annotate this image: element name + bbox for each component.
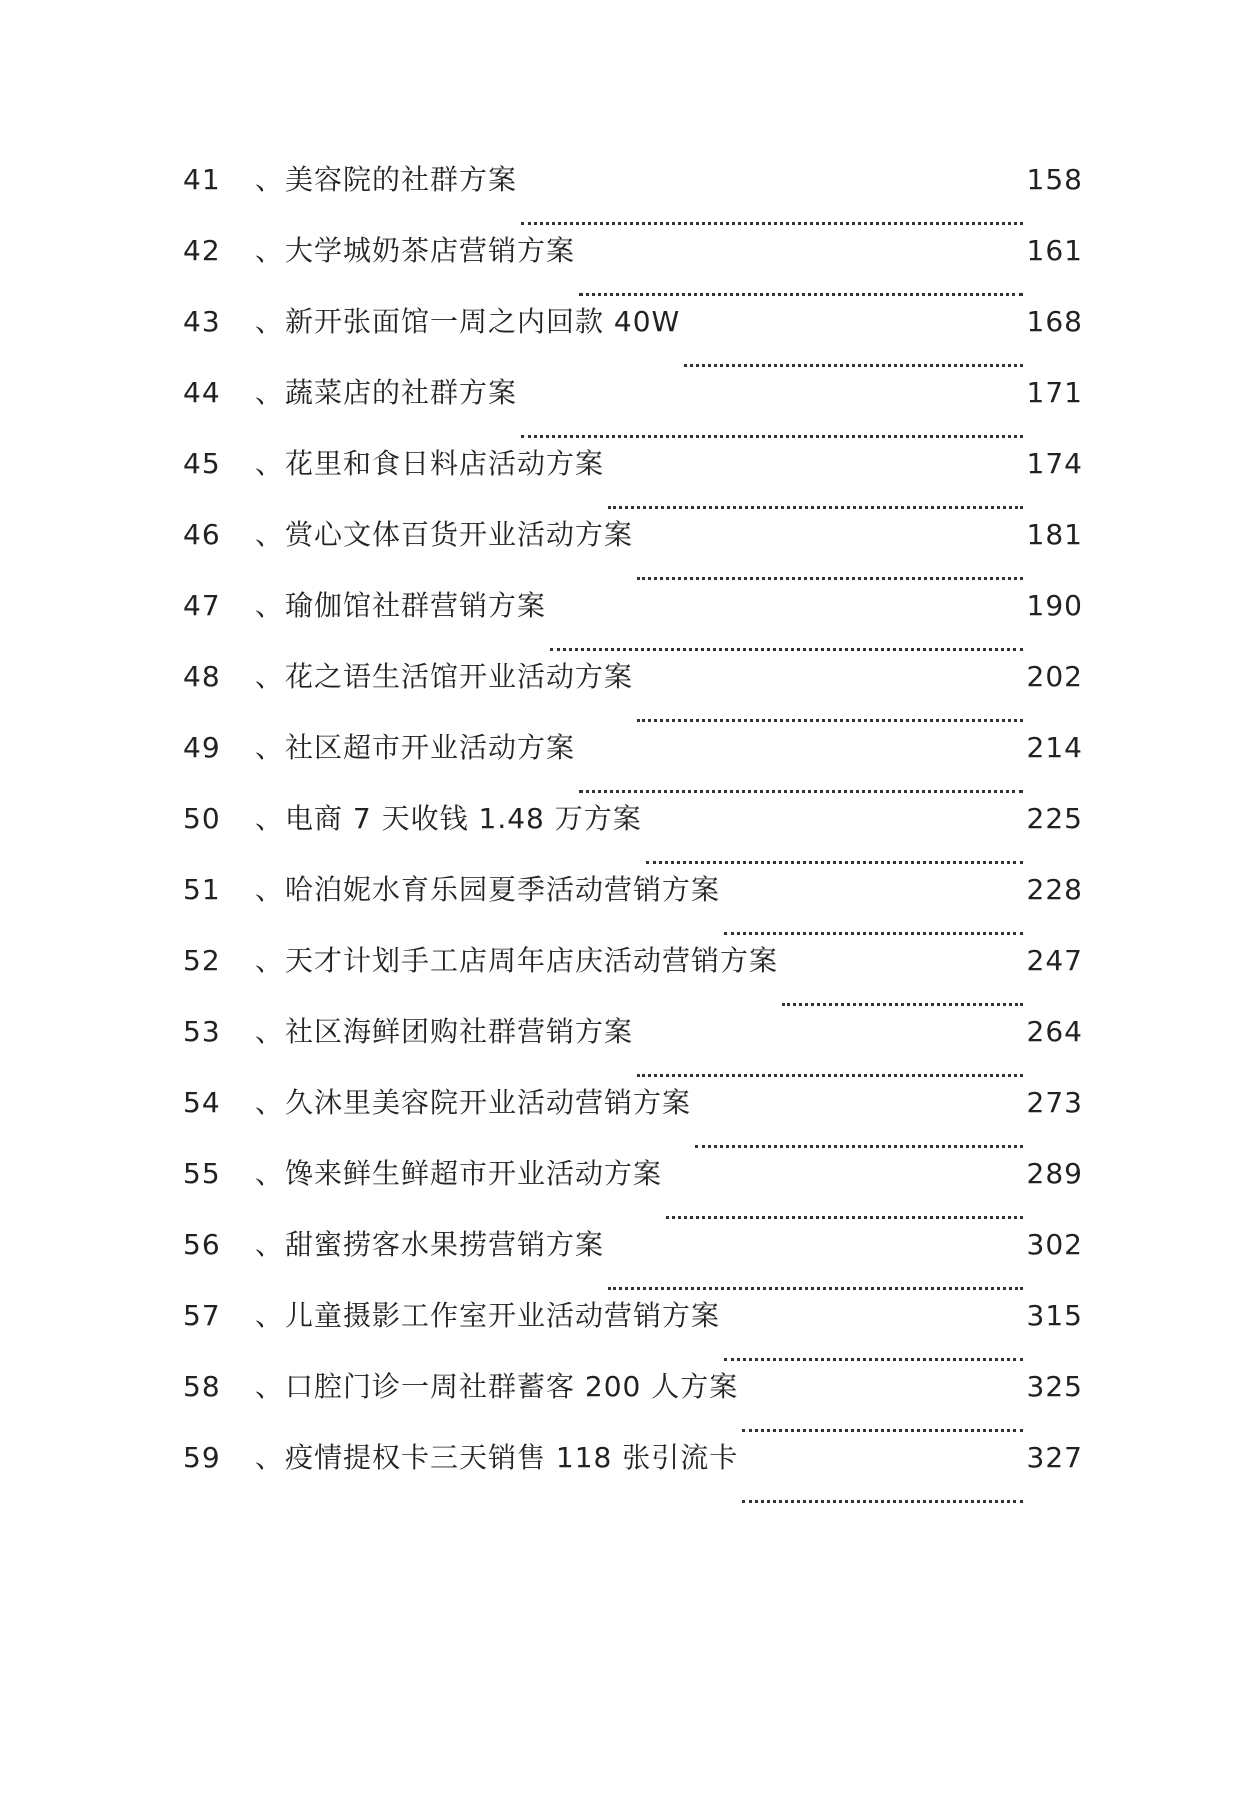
toc-entry[interactable] (183, 305, 1083, 376)
entry-title[interactable]: 美容院的社群方案 (285, 163, 518, 196)
entry-separator: 、 (255, 1441, 285, 1474)
dot-leader (550, 647, 1023, 651)
entry-page-number[interactable]: 174 (1026, 447, 1083, 480)
toc-entry[interactable] (183, 873, 1083, 944)
entry-separator: 、 (255, 518, 285, 551)
entry-separator: 、 (255, 305, 285, 338)
entry-separator: 、 (255, 589, 285, 622)
entry-title[interactable]: 久沐里美容院开业活动营销方案 (285, 1086, 692, 1119)
entry-number: 55 (183, 1157, 221, 1190)
entry-separator: 、 (255, 731, 285, 764)
entry-page-number[interactable]: 325 (1026, 1370, 1083, 1403)
entry-number: 43 (183, 305, 221, 338)
dot-leader (646, 860, 1023, 864)
entry-number: 44 (183, 376, 221, 409)
entry-title[interactable]: 大学城奶茶店营销方案 (285, 234, 576, 267)
entry-separator: 、 (255, 1157, 285, 1190)
entry-separator: 、 (255, 1228, 285, 1261)
entry-title[interactable]: 电商 7 天收钱 1.48 万方案 (285, 802, 642, 835)
entry-title[interactable]: 蔬菜店的社群方案 (285, 376, 518, 409)
dot-leader (742, 1499, 1022, 1503)
entry-separator: 、 (255, 802, 285, 835)
entry-separator: 、 (255, 447, 285, 480)
entry-title[interactable]: 社区超市开业活动方案 (285, 731, 576, 764)
toc-entry[interactable] (183, 376, 1083, 447)
toc-entry[interactable] (183, 1086, 1083, 1157)
toc-entry[interactable] (183, 1015, 1083, 1086)
toc-entry[interactable] (183, 731, 1083, 802)
entry-page-number[interactable]: 158 (1026, 163, 1083, 196)
entry-page-number[interactable]: 264 (1026, 1015, 1083, 1048)
entry-page-number[interactable]: 247 (1026, 944, 1083, 977)
dot-leader (695, 1144, 1023, 1148)
toc-entry[interactable] (183, 1441, 1083, 1512)
entry-page-number[interactable]: 289 (1026, 1157, 1083, 1190)
entry-number: 52 (183, 944, 221, 977)
entry-title[interactable]: 哈泊妮水育乐园夏季活动营销方案 (285, 873, 721, 906)
dot-leader (666, 1215, 1023, 1219)
toc-entry[interactable] (183, 234, 1083, 305)
entry-page-number[interactable]: 302 (1026, 1228, 1083, 1261)
entry-number: 56 (183, 1228, 221, 1261)
dot-leader (608, 1286, 1023, 1290)
entry-separator: 、 (255, 163, 285, 196)
entry-title[interactable]: 甜蜜捞客水果捞营销方案 (285, 1228, 605, 1261)
toc-entry[interactable] (183, 1370, 1083, 1441)
dot-leader (637, 576, 1023, 580)
toc-entry[interactable] (183, 944, 1083, 1015)
dot-leader (724, 931, 1023, 935)
entry-separator: 、 (255, 234, 285, 267)
entry-page-number[interactable]: 181 (1026, 518, 1083, 551)
dot-leader (742, 1428, 1022, 1432)
toc-entry[interactable] (183, 802, 1083, 873)
dot-leader (579, 292, 1023, 296)
entry-page-number[interactable]: 228 (1026, 873, 1083, 906)
dot-leader (637, 718, 1023, 722)
toc-entry[interactable] (183, 518, 1083, 589)
toc-entry[interactable] (183, 589, 1083, 660)
entry-number: 47 (183, 589, 221, 622)
toc-entry[interactable] (183, 163, 1083, 234)
dot-leader (521, 221, 1023, 225)
entry-page-number[interactable]: 202 (1026, 660, 1083, 693)
dot-leader (782, 1002, 1023, 1006)
entry-page-number[interactable]: 315 (1026, 1299, 1083, 1332)
entry-separator: 、 (255, 873, 285, 906)
entry-separator: 、 (255, 660, 285, 693)
entry-title[interactable]: 儿童摄影工作室开业活动营销方案 (285, 1299, 721, 1332)
entry-page-number[interactable]: 161 (1026, 234, 1083, 267)
dot-leader (608, 505, 1023, 509)
entry-number: 50 (183, 802, 221, 835)
entry-number: 54 (183, 1086, 221, 1119)
entry-number: 49 (183, 731, 221, 764)
entry-separator: 、 (255, 376, 285, 409)
entry-separator: 、 (255, 1299, 285, 1332)
entry-title[interactable]: 天才计划手工店周年店庆活动营销方案 (285, 944, 779, 977)
dot-leader (724, 1357, 1023, 1361)
entry-number: 42 (183, 234, 221, 267)
entry-number: 45 (183, 447, 221, 480)
entry-separator: 、 (255, 1086, 285, 1119)
entry-number: 48 (183, 660, 221, 693)
entry-page-number[interactable]: 190 (1026, 589, 1083, 622)
entry-page-number[interactable]: 171 (1026, 376, 1083, 409)
entry-title[interactable]: 疫情提权卡三天销售 118 张引流卡 (285, 1441, 739, 1474)
entry-page-number[interactable]: 214 (1026, 731, 1083, 764)
entry-page-number[interactable]: 327 (1026, 1441, 1083, 1474)
entry-page-number[interactable]: 225 (1026, 802, 1083, 835)
entry-separator: 、 (255, 1015, 285, 1048)
entry-title[interactable]: 花里和食日料店活动方案 (285, 447, 605, 480)
entry-title[interactable]: 赏心文体百货开业活动方案 (285, 518, 634, 551)
toc-entry[interactable] (183, 1157, 1083, 1228)
entry-number: 41 (183, 163, 221, 196)
entry-number: 58 (183, 1370, 221, 1403)
entry-title[interactable]: 瑜伽馆社群营销方案 (285, 589, 547, 622)
dot-leader (637, 1073, 1023, 1077)
entry-number: 59 (183, 1441, 221, 1474)
dot-leader (521, 434, 1023, 438)
entry-number: 51 (183, 873, 221, 906)
entry-title[interactable]: 新开张面馆一周之内回款 40W (285, 305, 681, 338)
table-of-contents (183, 163, 1083, 1512)
entry-separator: 、 (255, 944, 285, 977)
dot-leader (579, 789, 1023, 793)
entry-title[interactable]: 馋来鲜生鲜超市开业活动方案 (285, 1157, 663, 1190)
entry-number: 57 (183, 1299, 221, 1332)
entry-number: 53 (183, 1015, 221, 1048)
toc-entry[interactable] (183, 1228, 1083, 1299)
entry-title[interactable]: 社区海鲜团购社群营销方案 (285, 1015, 634, 1048)
entry-title[interactable]: 口腔门诊一周社群蓄客 200 人方案 (285, 1370, 739, 1403)
toc-entry[interactable] (183, 660, 1083, 731)
entry-title[interactable]: 花之语生活馆开业活动方案 (285, 660, 634, 693)
toc-entry[interactable] (183, 1299, 1083, 1370)
toc-entry[interactable] (183, 447, 1083, 518)
entry-number: 46 (183, 518, 221, 551)
entry-separator: 、 (255, 1370, 285, 1403)
dot-leader (684, 363, 1022, 367)
entry-page-number[interactable]: 168 (1026, 305, 1083, 338)
entry-page-number[interactable]: 273 (1026, 1086, 1083, 1119)
